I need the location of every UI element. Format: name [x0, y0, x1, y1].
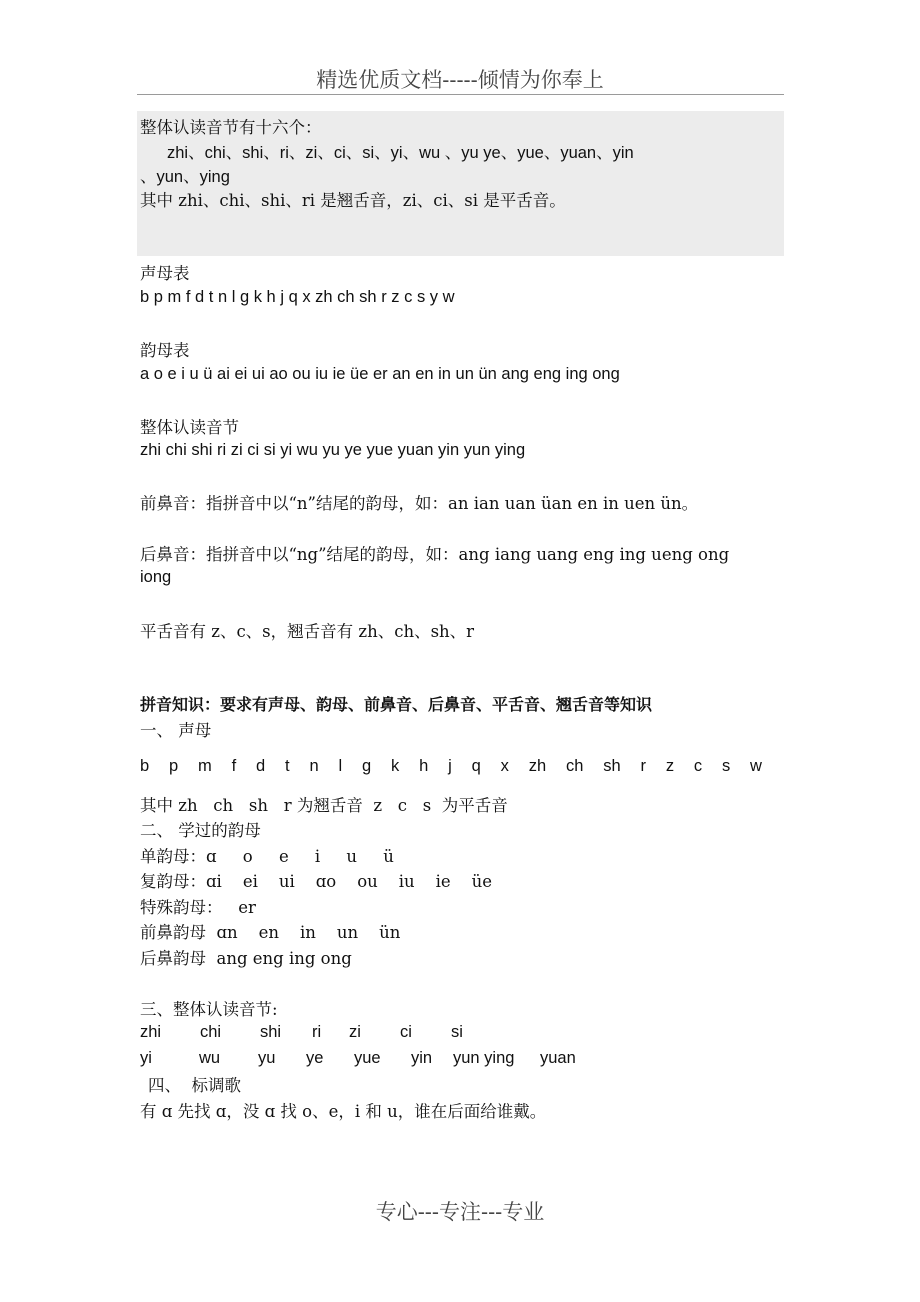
initials-row: [140, 757, 762, 776]
qian-yunmu: 前鼻韵母 ɑn en in un ün: [140, 923, 401, 942]
initial: m: [198, 757, 212, 775]
initial: t: [285, 757, 290, 775]
section-1-title: 一、 声母: [140, 721, 212, 740]
yunmu-content: a o e i u ü ai ei ui ao ou iu ie üe er an en in un ün ang eng ing ong: [140, 365, 620, 383]
dan-yunmu: 单韵母：ɑ o e i u ü: [140, 847, 394, 866]
yunmu-title: 韵母表: [140, 341, 190, 360]
syllable: yue: [354, 1049, 381, 1067]
zhengti-content: zhi chi shi ri zi ci si yi wu yu ye yue yuan yin yun ying: [140, 441, 526, 459]
initial: c: [693, 757, 703, 775]
initial: j: [448, 757, 452, 775]
page-footer: 专心---专注---专业: [375, 1200, 545, 1224]
zhengti-title: 整体认读音节: [140, 418, 239, 437]
box-title: 整体认读音节有十六个：: [140, 118, 322, 137]
syllable: ci: [400, 1023, 412, 1041]
syllable: ye: [306, 1049, 324, 1067]
qianbi-text: 前鼻音：指拼音中以“n”结尾的韵母，如：an ian uan üan en in uen ün。: [140, 494, 699, 513]
initial: n: [309, 757, 319, 775]
shengmu-title: 声母表: [140, 264, 190, 283]
syllable: yun ying: [453, 1049, 515, 1067]
syllable: si: [451, 1023, 463, 1041]
box-syllables-cont: 、yun、ying: [140, 168, 230, 186]
initial: h: [419, 757, 429, 775]
initial: zh: [528, 757, 547, 775]
initial: s: [721, 757, 731, 775]
initial: b: [140, 757, 150, 775]
initial: l: [338, 757, 343, 775]
syllable: shi: [260, 1023, 282, 1041]
zhengti-row-1: [140, 1023, 463, 1042]
teshu-yunmu: 特殊韵母： er: [140, 898, 256, 917]
houbi-text: 后鼻音：指拼音中以“ng”结尾的韵母，如：ang iang uang eng ing ueng ong: [140, 545, 730, 564]
zhengti-row-2: [140, 1049, 576, 1068]
initial: z: [665, 757, 675, 775]
initial: sh: [603, 757, 621, 775]
knowledge-heading: 拼音知识：要求有声母、韵母、前鼻音、后鼻音、平舌音、翘舌音等知识: [140, 695, 653, 714]
header-rule: [137, 94, 784, 95]
initial: w: [750, 757, 762, 775]
initial: ch: [565, 757, 584, 775]
syllable: yi: [140, 1049, 152, 1067]
pingqiao-text: 平舌音有 z、c、s，翘舌音有 zh、ch、sh、r: [140, 622, 475, 641]
section-4-title: 四、 标调歌: [148, 1076, 241, 1095]
page-header: 精选优质文档-----倾情为你奉上: [316, 68, 604, 92]
initial: k: [391, 757, 400, 775]
section-2-title: 二、 学过的韵母: [140, 821, 261, 840]
syllable: yuan: [540, 1049, 576, 1067]
syllable: yu: [258, 1049, 276, 1067]
box-syllables: zhi、chi、shi、ri、zi、ci、si、yi、wu 、yu ye、yue、yuan、yin: [167, 144, 634, 162]
shengmu-content: b p m f d t n l g k h j q x zh ch sh r z c s y w: [140, 288, 455, 306]
syllable: chi: [200, 1023, 222, 1041]
tone-song: 有 ɑ 先找 ɑ，没 ɑ 找 o、e，i 和 u，谁在后面给谁戴。: [140, 1102, 547, 1121]
houbi-text-cont: iong: [140, 568, 172, 586]
initial: x: [500, 757, 509, 775]
initial: r: [640, 757, 646, 775]
initial: d: [256, 757, 266, 775]
initial: q: [471, 757, 481, 775]
section-3-title: 三、整体认读音节:: [140, 1000, 278, 1019]
initial: f: [231, 757, 237, 775]
syllable: ri: [312, 1023, 322, 1041]
initial: p: [169, 757, 179, 775]
syllable: zhi: [140, 1023, 162, 1041]
syllable: yin: [411, 1049, 433, 1067]
hou-yunmu: 后鼻韵母 ang eng ing ong: [140, 949, 352, 968]
fu-yunmu: 复韵母：ɑi ei ui ɑo ou iu ie üe: [140, 872, 493, 891]
initials-note: 其中 zh ch sh r 为翘舌音 z c s 为平舌音: [140, 796, 508, 815]
initial: g: [361, 757, 372, 775]
syllable: wu: [199, 1049, 221, 1067]
box-note: 其中 zhi、chi、shi、ri 是翘舌音，zi、ci、si 是平舌音。: [140, 191, 566, 210]
syllable: zi: [349, 1023, 361, 1041]
